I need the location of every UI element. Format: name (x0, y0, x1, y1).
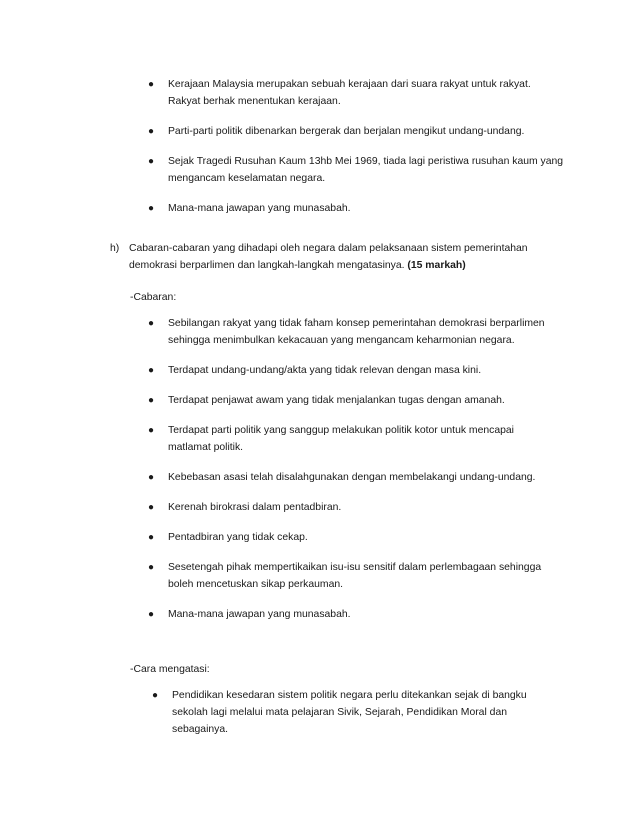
list-item (148, 153, 588, 187)
cara-heading: -Cara mengatasi: (130, 664, 210, 675)
list-item-line: Parti-parti politik dibenarkan bergerak dan berjalan mengikut undang-undang. (168, 126, 525, 137)
bullet-icon: ● (148, 562, 155, 573)
list-item (148, 315, 588, 349)
list-item (148, 76, 588, 110)
list-item-line: mengancam keselamatan negara. (168, 173, 326, 184)
list-item-line: matlamat politik. (168, 442, 244, 453)
bullet-list-cabaran (148, 315, 588, 636)
question-line: Cabaran-cabaran yang dihadapi oleh negara dalam pelaksanaan sistem pemerintahan (129, 243, 528, 254)
question-block (110, 240, 550, 274)
question-line (129, 257, 550, 274)
list-item (148, 392, 588, 409)
list-item-line: Sebilangan rakyat yang tidak faham konsep pemerintahan demokrasi berparlimen (168, 318, 545, 329)
list-item (148, 606, 588, 623)
list-item (148, 469, 588, 486)
bullet-icon: ● (148, 502, 155, 513)
list-item-line: Kerajaan Malaysia merupakan sebuah kerajaan dari suara rakyat untuk rakyat. (168, 79, 531, 90)
bullet-icon: ● (148, 395, 155, 406)
list-item-line: Pendidikan kesedaran sistem politik negara perlu ditekankan sejak di bangku (172, 690, 527, 701)
list-item-line: boleh mencetuskan sikap perkauman. (168, 579, 344, 590)
bullet-icon: ● (148, 365, 155, 376)
list-item-line: sekolah lagi melalui mata pelajaran Sivik, Sejarah, Pendidikan Moral dan (172, 707, 507, 718)
list-item-line: Rakyat berhak menentukan kerajaan. (168, 96, 341, 107)
bullet-icon: ● (148, 472, 155, 483)
list-item (148, 499, 588, 516)
bullet-icon: ● (148, 156, 155, 167)
bullet-list-top (148, 76, 588, 230)
bullet-icon: ● (148, 318, 155, 329)
list-item-line: Kebebasan asasi telah disalahgunakan dengan membelakangi undang-undang. (168, 472, 536, 483)
list-item-line: Sejak Tragedi Rusuhan Kaum 13hb Mei 1969, tiada lagi peristiwa rusuhan kaum yang (168, 156, 564, 167)
list-item (148, 559, 588, 593)
list-item (152, 687, 592, 738)
bullet-icon: ● (148, 126, 155, 137)
question-label: h) (110, 243, 120, 254)
list-item-line: Mana-mana jawapan yang munasabah. (168, 203, 351, 214)
list-item (148, 123, 588, 140)
list-item-line: Kerenah birokrasi dalam pentadbiran. (168, 502, 342, 513)
bullet-icon: ● (148, 203, 155, 214)
list-item (148, 362, 588, 379)
list-item-line: Terdapat penjawat awam yang tidak menjalankan tugas dengan amanah. (168, 395, 505, 406)
bullet-list-cara (152, 687, 592, 751)
list-item-line: Pentadbiran yang tidak cekap. (168, 532, 308, 543)
list-item (148, 200, 588, 217)
question-marks: (15 markah) (407, 260, 466, 271)
bullet-icon: ● (148, 609, 155, 620)
list-item-line: Terdapat parti politik yang sanggup melakukan politik kotor untuk mencapai (168, 425, 514, 436)
bullet-icon: ● (148, 425, 155, 436)
list-item-line: Mana-mana jawapan yang munasabah. (168, 609, 351, 620)
list-item-line: sebagainya. (172, 724, 229, 735)
list-item-line: Sesetengah pihak mempertikaikan isu-isu sensitif dalam perlembagaan sehingga (168, 562, 542, 573)
list-item-line: Terdapat undang-undang/akta yang tidak relevan dengan masa kini. (168, 365, 482, 376)
list-item (148, 529, 588, 546)
list-item (148, 422, 588, 456)
bullet-icon: ● (148, 532, 155, 543)
question-text (129, 240, 550, 274)
list-item-line: sehingga menimbulkan kekacauan yang mengancam keharmonian negara. (168, 335, 515, 346)
cabaran-heading: -Cabaran: (130, 292, 177, 303)
bullet-icon: ● (152, 690, 159, 701)
question-line-text: demokrasi berparlimen dan langkah-langkah mengatasinya. (129, 260, 405, 271)
bullet-icon: ● (148, 79, 155, 90)
